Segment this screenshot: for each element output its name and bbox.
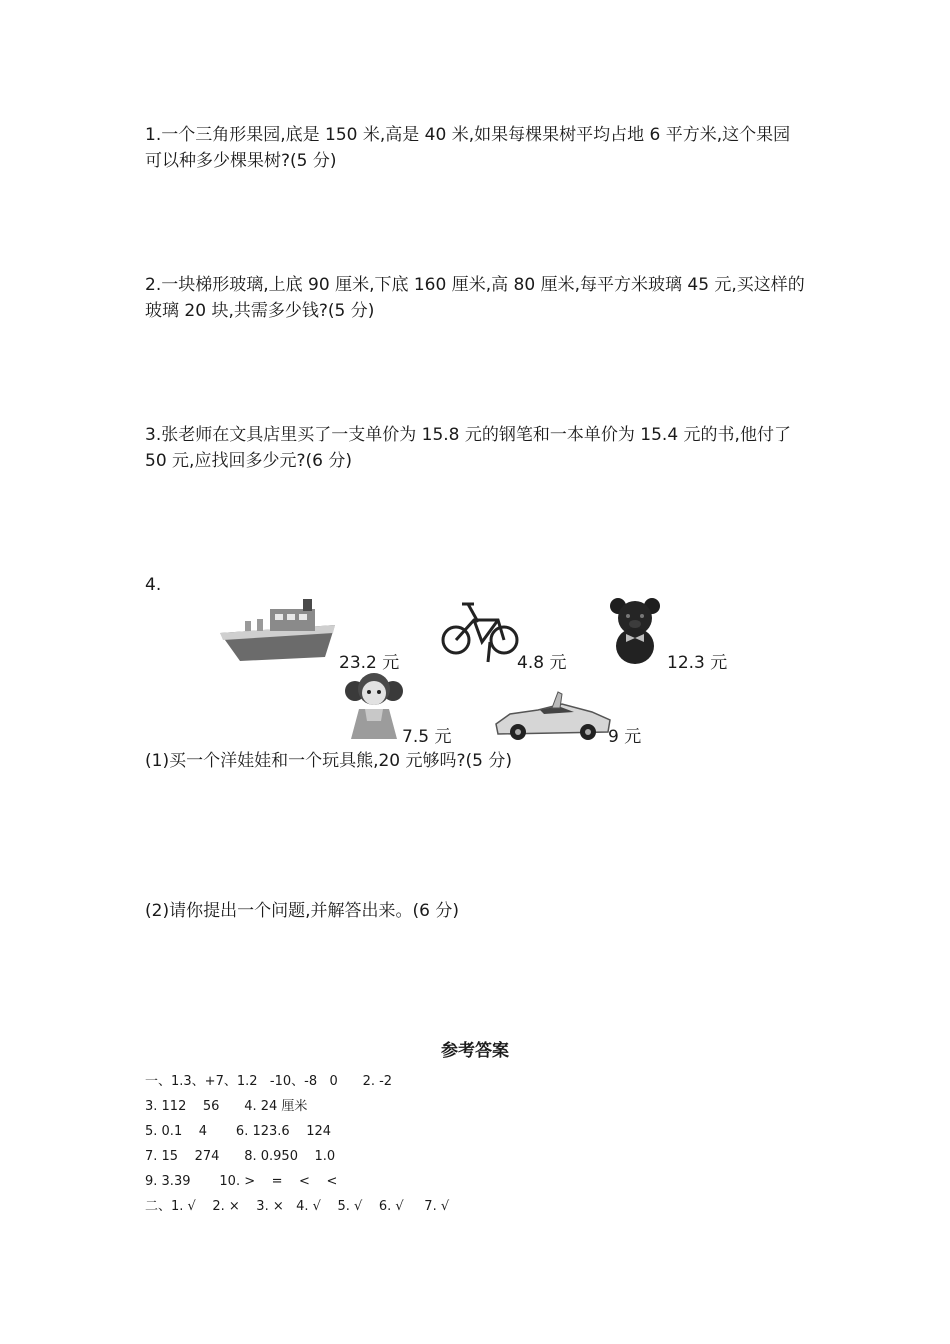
question-4-part-1: (1)买一个洋娃娃和一个玩具熊,20 元够吗?(5 分) [145,751,513,771]
bicycle-price: 4.8 元 [517,653,567,673]
question-4-part-2: (2)请你提出一个问题,并解答出来。(6 分) [145,901,459,921]
answer-line: 3. 112 56 4. 24 厘米 [145,1099,308,1114]
toy-boat-icon [215,595,340,667]
toy-car-icon [492,690,614,742]
answer-line: 一、1.3、+7、1.2 -10、-8 0 2. -2 [145,1074,393,1089]
answer-line: 5. 0.1 4 6. 123.6 124 [145,1124,332,1139]
answer-key-title: 参考答案 [441,1041,509,1061]
question-1: 1.一个三角形果园,底是 150 米,高是 40 米,如果每棵果树平均占地 6 平方米,这个果园可以种多少棵果树?(5 分) [145,125,791,171]
question-4-label: 4. [145,575,162,595]
bear-price: 12.3 元 [667,653,728,673]
answer-line: 7. 15 274 8. 0.950 1.0 [145,1149,336,1164]
doll-icon [343,669,405,741]
question-3: 3.张老师在文具店里买了一支单价为 15.8 元的钢笔和一本单价为 15.4 元的书,他付了 50 元,应找回多少元?(6 分) [145,425,791,471]
car-price: 9 元 [608,727,642,747]
toy-bicycle-icon [440,598,522,666]
teddy-bear-icon [604,596,666,666]
answer-line: 二、1. √ 2. × 3. × 4. √ 5. √ 6. √ 7. √ [145,1199,450,1214]
answer-line: 9. 3.39 10. > = < < [145,1174,338,1189]
question-2: 2.一块梯形玻璃,上底 90 厘米,下底 160 厘米,高 80 厘米,每平方米玻璃 45 元,买这样的玻璃 20 块,共需多少钱?(5 分) [145,275,805,321]
doll-price: 7.5 元 [402,727,452,747]
boat-price: 23.2 元 [339,653,400,673]
